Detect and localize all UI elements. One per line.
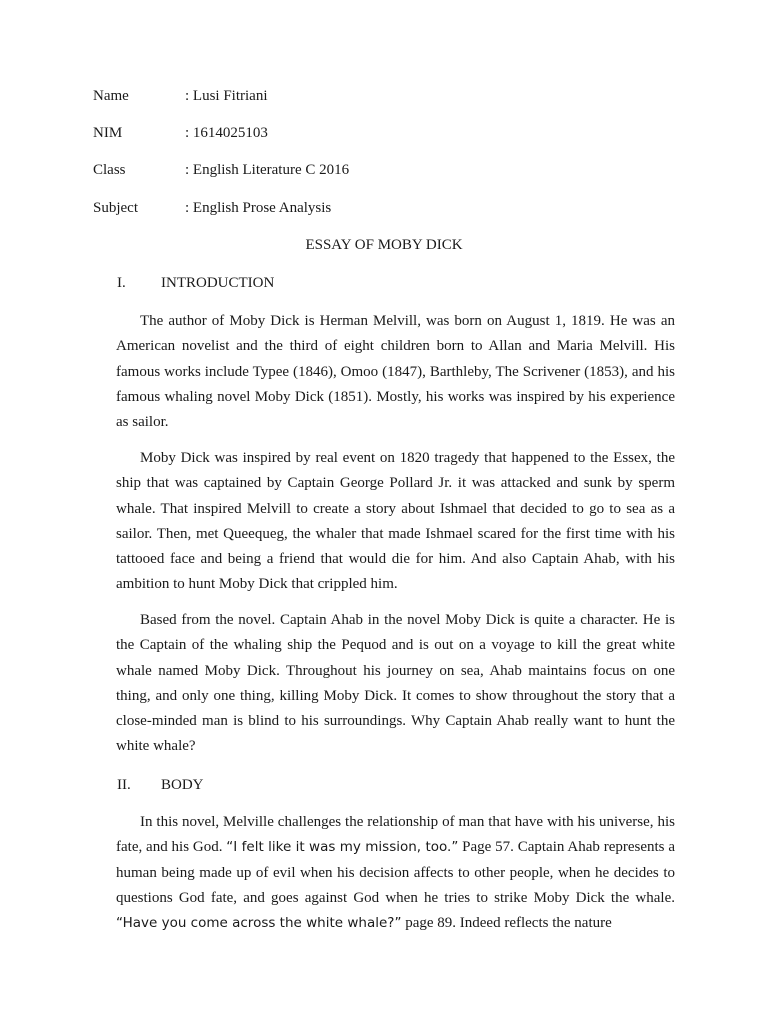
section-number: II. xyxy=(117,777,131,793)
body-text-part-3: page 89. Indeed reflects the nature xyxy=(401,915,612,932)
section-number: I. xyxy=(117,275,126,291)
section-label: INTRODUCTION xyxy=(161,275,275,291)
class-value: : English Literature C 2016 xyxy=(185,162,350,178)
body-text-part-2: Page 57. Captain Ahab represents a human being made up of evil when his decision affects to other people, when he decides to questions God fate, and goes against God when he tries to strike Moby Dick the whale. xyxy=(116,839,675,906)
subject-value: : English Prose Analysis xyxy=(185,200,332,216)
intro-paragraph-1: The author of Moby Dick is Herman Melvill, was born on August 1, 1819. He was an American novelist and the third of eight children born to Allan and Maria Melvill. His famous works include Typee (1846), Omoo (1847), Barthleby, The Scrivener (1853), and his famous whaling novel Moby Dick (1851). Mostly, his works was inspired by his experience as sailor. xyxy=(116,313,675,431)
intro-paragraph-2: Moby Dick was inspired by real event on 1820 tragedy that happened to the Essex, the ship that was captained by Captain George Pollard Jr. it was attacked and sunk by sperm whale. That inspired Melvill to create a story about Ishmael that decided to go to sea as a sailor. Then, met Queequeg, the whaler that made Ishmael scared for the first time with his tattooed face and being a friend that would die for him. And also Captain Ahab, with his ambition to hunt Moby Dick that crippled him. xyxy=(116,450,675,593)
name-value: : Lusi Fitriani xyxy=(185,88,268,104)
essay-title: ESSAY OF MOBY DICK xyxy=(305,237,463,253)
intro-paragraph-3: Based from the novel. Captain Ahab in the novel Moby Dick is quite a character. He is the Captain of the whaling ship the Pequod and is out on a voyage to kill the great white whale named Moby Dick. Throughout his journey on sea, Ahab maintains focus on one thing, and only one thing, killing Moby Dick. It comes to show throughout the story that a close-minded man is blind to his surroundings. Why Captain Ahab really want to hunt the white whale? xyxy=(116,612,675,755)
section-label: BODY xyxy=(161,777,204,793)
nim-label: NIM xyxy=(93,125,123,141)
body-text-part-1: In this novel, Melville challenges the relationship of man that have with his universe, his fate, and his God. xyxy=(116,814,675,856)
body-paragraph-1 xyxy=(116,810,675,936)
nim-value: : 1614025103 xyxy=(185,125,268,141)
quote-white-whale: “Have you come across the white whale?” xyxy=(116,915,402,932)
quote-mission: “I felt like it was my mission, too.” xyxy=(226,839,459,856)
class-label: Class xyxy=(93,162,126,178)
subject-label: Subject xyxy=(93,200,138,216)
name-label: Name xyxy=(93,88,129,104)
